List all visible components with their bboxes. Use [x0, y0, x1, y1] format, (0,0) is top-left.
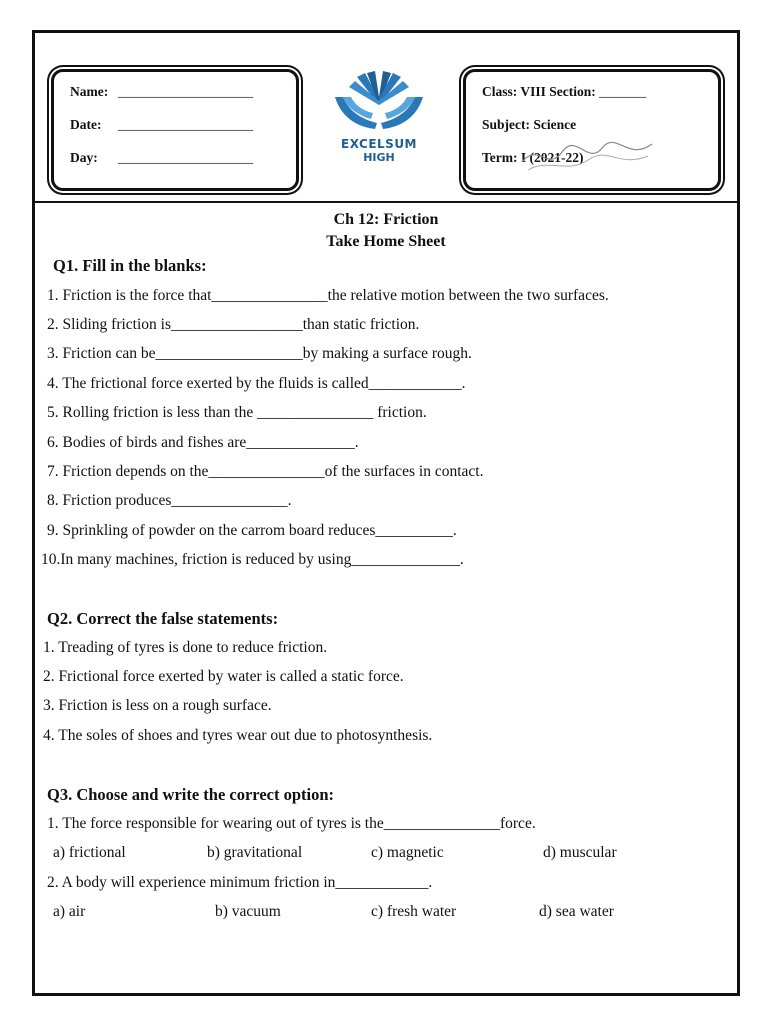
logo-name-line1: EXCELSUM	[341, 137, 417, 151]
q1-item: 3. Friction can be___________________by making a surface rough.	[47, 345, 472, 362]
q1-item: 1. Friction is the force that_______________the relative motion between the two surfaces.	[47, 287, 609, 304]
day-row	[70, 150, 253, 166]
q2-item: 3. Friction is less on a rough surface.	[43, 697, 272, 714]
q3-option: b) vacuum	[215, 903, 281, 920]
handwritten-scribble-icon	[518, 132, 658, 176]
subject-label: Subject: Science	[482, 117, 577, 132]
q1-item: 10.In many machines, friction is reduced by using______________.	[41, 551, 464, 568]
q1-item: 6. Bodies of birds and fishes are______________.	[47, 434, 359, 451]
name-label: Name:	[70, 84, 109, 99]
q1-heading: Q1. Fill in the blanks:	[53, 256, 207, 275]
section-blank: _______	[599, 84, 647, 99]
school-logo	[327, 67, 431, 167]
q2-item: 1. Treading of tyres is done to reduce friction.	[43, 639, 328, 656]
q3-option: a) air	[53, 903, 86, 920]
logo-name-line2: HIGH	[363, 151, 395, 164]
date-label: Date:	[70, 117, 102, 132]
class-section-label: Class: VIII Section:	[482, 84, 596, 99]
q1-item: 5. Rolling friction is less than the _______________ friction.	[47, 404, 427, 421]
date-blank: ____________________	[118, 117, 253, 132]
q2-heading: Q2. Correct the false statements:	[47, 609, 279, 628]
q1-item: 4. The frictional force exerted by the fluids is called____________.	[47, 375, 466, 392]
q3-question: 1. The force responsible for wearing out of tyres is the_______________force.	[47, 815, 536, 832]
header-section	[35, 33, 737, 203]
term-label: Term: I (2021-22)	[482, 150, 584, 165]
q1-item: 9. Sprinkling of powder on the carrom board reduces__________.	[47, 522, 457, 539]
q3-option: c) fresh water	[371, 903, 457, 920]
student-info-box	[51, 69, 299, 191]
q3-option: b) gravitational	[207, 844, 303, 861]
class-row	[482, 84, 646, 100]
q3-option: d) sea water	[539, 903, 614, 920]
q1-item: 8. Friction produces_______________.	[47, 492, 292, 509]
name-row	[70, 84, 253, 100]
class-info-box	[463, 69, 721, 191]
logo-emblem-icon	[327, 67, 431, 135]
q3-heading: Q3. Choose and write the correct option:	[47, 785, 335, 804]
name-blank: ____________________	[118, 84, 253, 99]
q3-option: c) magnetic	[371, 844, 444, 861]
q3-option: d) muscular	[543, 844, 617, 861]
q2-item: 2. Frictional force exerted by water is called a static force.	[43, 668, 404, 685]
day-label: Day:	[70, 150, 98, 165]
day-blank: ____________________	[118, 150, 253, 165]
q3-question: 2. A body will experience minimum friction in____________.	[47, 874, 433, 891]
q3-option: a) frictional	[53, 844, 126, 861]
q1-item: 2. Sliding friction is_________________than static friction.	[47, 316, 420, 333]
sheet-title: Take Home Sheet	[326, 233, 446, 250]
q2-item: 4. The soles of shoes and tyres wear out due to photosynthesis.	[43, 727, 433, 744]
worksheet-frame	[32, 30, 740, 996]
date-row	[70, 117, 253, 133]
chapter-title: Ch 12: Friction	[333, 211, 439, 228]
q1-item: 7. Friction depends on the_______________of the surfaces in contact.	[47, 463, 484, 480]
